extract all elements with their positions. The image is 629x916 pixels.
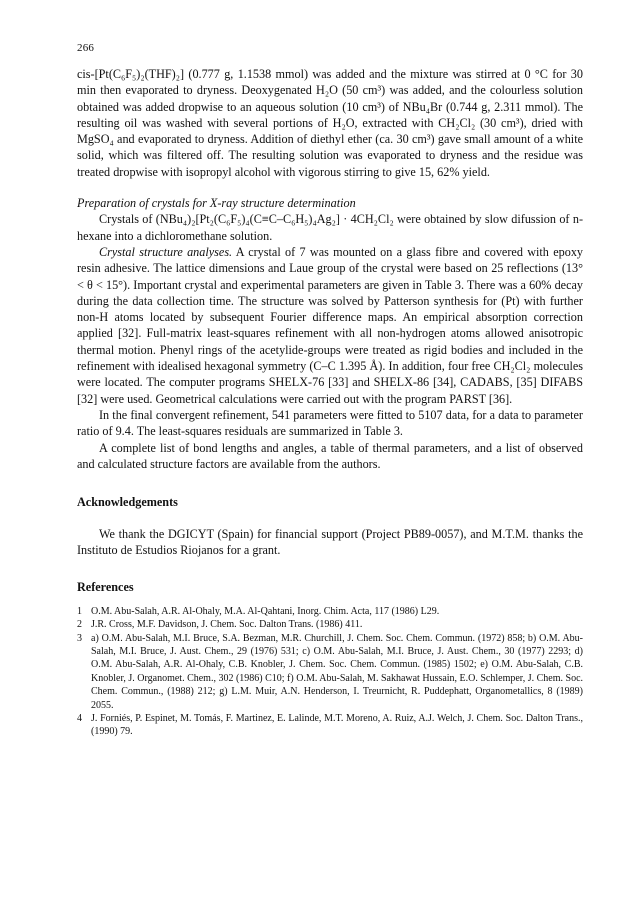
reference-item: [77, 605, 583, 618]
reference-list: [77, 605, 583, 739]
main-content: [77, 66, 583, 739]
reference-text: J. Forniés, P. Espinet, M. Tomás, F. Martinez, E. Lalinde, M.T. Moreno, A. Ruiz, A.J. Welch, J. Chem. Soc. Dalton Trans., (1990) 79.: [91, 712, 583, 738]
refinement-paragraph: In the final convergent refinement, 541 parameters were fitted to 5107 data, for a data to parameter ratio of 9.4. The least-squares residuals are summarized in Table 3.: [77, 407, 583, 439]
reference-number: 1: [77, 605, 82, 617]
reference-number: 3: [77, 632, 82, 644]
references-heading: References: [77, 579, 134, 594]
reference-text: J.R. Cross, M.F. Davidson, J. Chem. Soc. Dalton Trans. (1986) 411.: [91, 619, 363, 631]
acknowledgements-heading: Acknowledgements: [77, 495, 178, 510]
acknowledgements-text: We thank the DGICYT (Spain) for financial support (Project PB89-0057), and M.T.M. thanks the Instituto de Estudios Riojanos for a grant.: [77, 527, 583, 558]
page-number: 266: [77, 42, 95, 54]
reference-text: O.M. Abu-Salah, A.R. Al-Ohaly, M.A. Al-Qahtani, Inorg. Chim. Acta, 117 (1986) L29.: [91, 605, 440, 617]
reference-number: 4: [77, 712, 82, 724]
reference-item: [77, 632, 583, 712]
crystal-preparation-paragraph: Crystals of (NBu₄)₂[Pt₂(C₆F₅)₄(C≡C–C₆H₅)₄Ag₂] · 4CH₂Cl₂ were obtained by slow difussion of n-hexane into a dichloromethane solution.: [77, 212, 583, 243]
reference-item: [77, 712, 583, 739]
structure-analysis-text: A crystal of 7 was mounted on a glass fibre and covered with epoxy resin adhesive. The lattice dimensions and Laue group of the crystal were based on 25 reflections (13° < θ < 15°). Important crystal and experimental parameters are given in Table 3. There was a 60% decay during the data collection time. The structure was solved by Patterson synthesis for (Pt) with further non-H atoms located by subsequent Fourier difference maps. An empirical absorption correction applied [32]. Full-matrix least-squares refinement with all non-hydrogen atoms allowed anisotropic thermal motion. Phenyl rings of the acetylide-groups were treated as rigid bodies and included in the refinement with idealised hexagonal symmetry (C–C 1.395 Å). In addition, four free CH₂Cl₂ molecules were located. The computer programs SHELX-76 [33] and SHELX-86 [34], CADABS, [35] DIFABS [32] were used. Geometrical calculations were carried out with the program PARST [36].: [77, 244, 584, 406]
reference-item: [77, 618, 583, 631]
crystal-preparation-heading: Preparation of crystals for X-ray structure determination: [77, 196, 356, 211]
synthesis-paragraph: cis-[Pt(C₆F₅)₂(THF)₂] (0.777 g, 1.1538 mmol) was added and the mixture was stirred at 0 °C for 30 min then evaporated to dryness. Deoxygenated H₂O (50 cm³) was added, and the colourless solution obtained was added dropwise to an aqueous solution (10 cm³) of NBu₄Br (0.744 g, 2.311 mmol). The resulting oil was washed with several portions of H₂O, extracted with CH₂Cl₂ (30 cm³), dried with MgSO₄ and evaporated to dryness. Addition of diethyl ether (ca. 30 cm³) gave small amount of a white solid, which was filtered off. The resulting solution was evaporated to dryness and the residue was treated dropwise with isopropyl alcohol with vigorous stirring to give 15, 62% yield.: [77, 67, 583, 179]
structure-analysis-lead: Crystal structure analyses.: [99, 244, 233, 259]
availability-paragraph: A complete list of bond lengths and angles, a table of thermal parameters, and a list of observed and calculated structure factors are available from the authors.: [77, 440, 583, 471]
reference-text: a) O.M. Abu-Salah, M.I. Bruce, S.A. Bezman, M.R. Churchill, J. Chem. Soc. Chem. Commun. (1972) 858; b) O.M. Abu-Salah, M.I. Bruce, J. Aust. Chem., 29 (1976) 531; c) O.M. Abu-Salah, M.I. Bruce, J. Aust. Chem., 30 (1977) 2293; d) O.M. Abu-Salah, A.R. Al-Ohaly, C.B. Knobler, J. Chem. Soc. Chem. Commun. (1985) 1502; e) O.M. Abu-Salah, C.B. Knobler, J. Organomet. Chem., 302 (1986) C10; f) O.M. Abu-Salah, M. Sakhawat Hussain, E.O. Schlemper, J. Chem. Soc. Chem. Commun., (1988) 212; g) L.M. Muir, A.N. Henderson, I. Treurnicht, R. Puddephatt, Organometallics, 8 (1989) 2055.: [91, 632, 584, 711]
structure-analysis-paragraph: [77, 244, 583, 407]
reference-number: 2: [77, 619, 82, 631]
